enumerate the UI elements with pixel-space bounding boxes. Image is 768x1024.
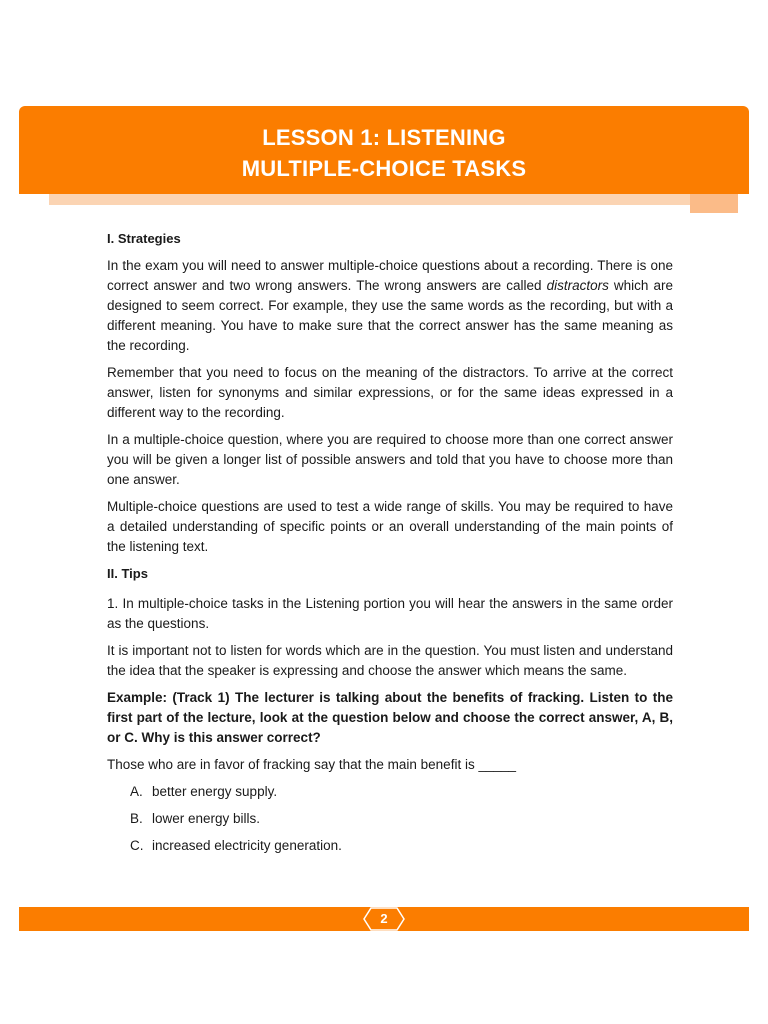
answer-option-b <box>130 809 673 829</box>
option-letter: A. <box>130 784 143 799</box>
strategies-paragraph-1-part2: which are designed to seem correct. For example, they use the same words as the recording, but with a different meaning. You have to make sure that the correct answer has the same meaning as the recording. <box>107 278 674 353</box>
tips-paragraph-2: It is important not to listen for words which are in the question. You must listen and understand the idea that the speaker is expressing and choose the answer which means the same. <box>107 643 673 678</box>
strategies-paragraph-1-part1: In the exam you will need to answer multiple-choice questions about a recording. There is one correct answer and two wrong answers. The wrong answers are called <box>107 258 673 293</box>
header-shadow-strip <box>49 194 738 205</box>
lesson-title <box>19 122 749 184</box>
strategies-heading: I. Strategies <box>107 231 181 246</box>
page-content <box>107 229 673 863</box>
strategies-paragraph-3: In a multiple-choice question, where you are required to choose more than one correct answer you will be given a longer list of possible answers and told that you have to choose more than one answer. <box>107 432 673 487</box>
lesson-header-banner <box>19 106 749 194</box>
strategies-paragraph-1 <box>107 256 673 356</box>
option-letter: B. <box>130 811 143 826</box>
option-text: better energy supply. <box>152 784 278 799</box>
answer-option-c <box>130 836 673 856</box>
header-shadow-accent-block <box>690 194 738 213</box>
lesson-title-line2: MULTIPLE-CHOICE TASKS <box>241 156 527 181</box>
distractors-term: distractors <box>546 278 609 293</box>
option-letter: C. <box>130 838 144 853</box>
option-text: increased electricity generation. <box>152 838 342 853</box>
example-instruction: Example: (Track 1) The lecturer is talking about the benefits of fracking. Listen to the first part of the lecture, look at the question below and choose the correct answer, A, B, or C. Why is this answer correct? <box>107 690 673 745</box>
tips-heading: II. Tips <box>107 566 148 581</box>
tips-paragraph-1: 1. In multiple-choice tasks in the Listening portion you will hear the answers in the same order as the questions. <box>107 596 673 631</box>
page-number: 2 <box>380 911 388 926</box>
example-question: Those who are in favor of fracking say that the main benefit is _____ <box>107 757 516 772</box>
option-text: lower energy bills. <box>152 811 261 826</box>
strategies-paragraph-2: Remember that you need to focus on the meaning of the distractors. To arrive at the correct answer, listen for synonyms and similar expressions, or for the same ideas expressed in a different way to the recording. <box>107 365 673 420</box>
page-number-badge <box>363 907 405 931</box>
answer-option-a <box>130 782 673 802</box>
strategies-paragraph-4: Multiple-choice questions are used to test a wide range of skills. You may be required to have a detailed understanding of specific points or an overall understanding of the main points of the listening text. <box>107 499 673 554</box>
answer-options <box>107 782 673 856</box>
lesson-title-line1: LESSON 1: LISTENING <box>262 125 506 150</box>
